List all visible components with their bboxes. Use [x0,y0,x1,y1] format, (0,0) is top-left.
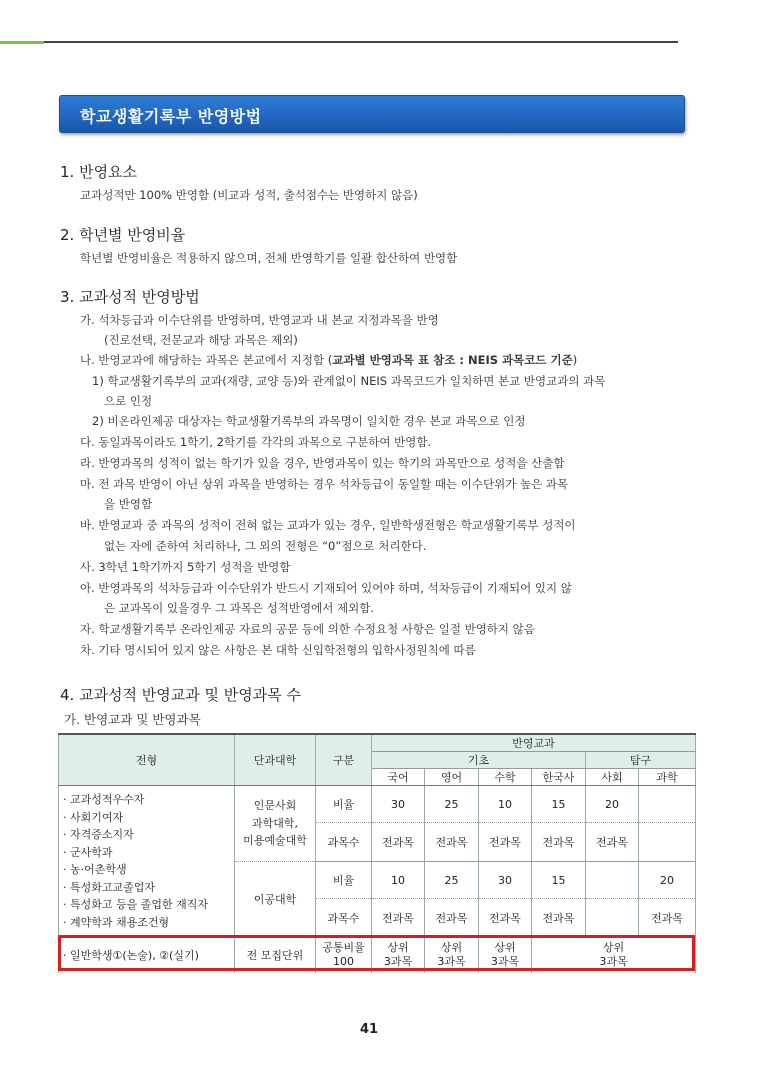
section-4-title: 4. 교과성적 반영교과 및 반영과목 수 [60,686,302,704]
cell-value: 15 [532,862,586,899]
section-3-title: 3. 교과성적 반영방법 [60,288,200,306]
track-item: · 특성화고교졸업자 [63,880,156,894]
last-rest: 상위 3과목 [532,937,696,973]
cell-value: 전과목 [479,823,532,862]
header-college: 단과대학 [235,734,316,786]
rule-na-1: 1) 학교생활기록부의 교과(재량, 교양 등)와 관계없이 NEIS 과목코드가 일치하면 본교 반영교과의 과목 [92,374,606,388]
label-ratio: 비율 [316,786,372,823]
cell-value: 전과목 [532,899,586,937]
track-item: · 특성화고 등을 졸업한 재직자 [63,898,208,911]
cell-value: 30 [479,862,532,899]
cell-value: 25 [425,862,479,899]
banner-title: 학교생활기록부 반영방법 [80,107,262,126]
cell-value: 전과목 [372,823,425,862]
last-korean: 상위 3과목 [372,937,425,973]
cell-value [639,823,696,862]
header-reflect: 반영교과 [372,734,696,752]
subject-math: 수학 [479,769,532,786]
last-math: 상위 3과목 [479,937,532,973]
cell-value [586,899,639,937]
subject-english: 영어 [425,769,479,786]
rule-ga-note: (진로선택, 전문교과 해당 과목은 제외) [104,333,298,347]
track-item: · 자격증소지자 [63,828,134,841]
rule-na-1-cont: 으로 인정 [104,394,153,408]
section-1-text: 교과성적만 100% 반영함 (비교과 성적, 출석점수는 반영하지 않음) [80,188,418,202]
section-4-sub: 가. 반영교과 및 반영과목 [64,712,201,727]
track-list [59,786,235,937]
subject-korean: 국어 [372,769,425,786]
rule-na-2: 2) 비온라인제공 대상자는 학교생활기록부의 과목명이 일치한 경우 본교 과목으로 인정 [92,414,526,428]
section-2-title: 2. 학년별 반영비율 [60,226,186,244]
track-item: · 사회기여자 [63,810,124,824]
cell-value: 20 [639,862,696,899]
cell-value [639,786,696,823]
rule-sa: 사. 3학년 1학기까지 5학기 성적을 반영함 [80,560,291,574]
header-track: 전형 [59,734,235,786]
track-item: · 계약학과 채용조건형 [63,915,170,929]
college-humanities: 인문사회 과학대학, 미용예술대학 [235,786,316,862]
rule-ma-cont: 을 반영함 [104,497,153,511]
header-basic: 기초 [372,752,586,769]
cell-value: 25 [425,786,479,823]
rule-ra: 라. 반영과목의 성적이 없는 학기가 있을 경우, 반영과목이 있는 학기의 과목만으로 성적을 산출함 [80,456,565,470]
rule-da: 다. 동일과목이라도 1학기, 2학기를 각각의 과목으로 구분하여 반영함. [80,435,432,449]
college-engineering: 이공대학 [235,862,316,937]
last-type: 공통비율 100 [316,937,372,973]
label-ratio: 비율 [316,862,372,899]
cell-value: 전과목 [479,899,532,937]
cell-value: 10 [372,862,425,899]
header-accent-line [0,41,44,44]
header-type: 구분 [316,734,372,786]
cell-value: 전과목 [532,823,586,862]
track-item: · 교과성적우수자 [63,793,145,806]
highlight-box [58,935,695,971]
section-1-title: 1. 반영요소 [60,163,138,181]
last-college: 전 모집단위 [235,937,316,973]
rule-a: 아. 반영과목의 석차등급과 이수단위가 반드시 기재되어 있어야 하며, 석차등급이 기재되어 있지 않 [80,581,572,595]
rule-na: 나. 반영교과에 해당하는 과목은 본교에서 지정함 (교과별 반영과목 표 참조 : NEIS 과목코드 기준) [80,353,578,367]
last-track: · 일반학생①(논술), ②(실기) [59,937,235,973]
rule-cha: 차. 기타 명시되어 있지 않은 사항은 본 대학 신입학전형의 입학사정원칙에 따름 [80,643,476,657]
cell-value: 전과목 [425,823,479,862]
section-banner [59,95,685,133]
cell-value: 전과목 [372,899,425,937]
track-item: · 군사학과 [63,845,113,859]
cell-value: 30 [372,786,425,823]
section-2-text: 학년별 반영비율은 적용하지 않으며, 전체 반영학기를 일괄 합산하여 반영함 [80,251,458,265]
cell-value: 전과목 [425,899,479,937]
label-count: 과목수 [316,823,372,862]
subject-korean-history: 한국사 [532,769,586,786]
label-count: 과목수 [316,899,372,937]
rule-ja: 자. 학교생활기록부 온라인제공 자료의 공문 등에 의한 수정요청 사항은 일절 반영하지 않음 [80,622,535,636]
last-english: 상위 3과목 [425,937,479,973]
subject-social: 사회 [586,769,639,786]
page-number: 41 [360,1022,379,1037]
cell-value: 전과목 [586,823,639,862]
cell-value: 20 [586,786,639,823]
cell-value: 10 [479,786,532,823]
rule-ba-cont: 없는 자에 준하여 처리하나, 그 외의 전형은 “0”점으로 처리한다. [104,539,427,553]
cell-value: 15 [532,786,586,823]
rule-ga: 가. 석차등급과 이수단위를 반영하며, 반영교과 내 본교 지정과목을 반영 [80,313,439,327]
rule-a-cont: 은 교과목이 있을경우 그 과목은 성적반영에서 제외함. [104,601,374,615]
header-rule [44,41,678,43]
rule-ba: 바. 반영교과 중 과목의 성적이 전혀 없는 교과가 있는 경우, 일반학생전형은 학교생활기록부 성적이 [80,518,576,532]
header-explore: 탐구 [586,752,696,769]
rule-ma: 마. 전 과목 반영이 아닌 상위 과목을 반영하는 경우 석차등급이 동일할 때는 이수단위가 높은 과목 [80,477,569,491]
cell-value: 전과목 [639,899,696,937]
cell-value [586,862,639,899]
track-item: · 농·어촌학생 [63,863,127,876]
subject-science: 과학 [639,769,696,786]
